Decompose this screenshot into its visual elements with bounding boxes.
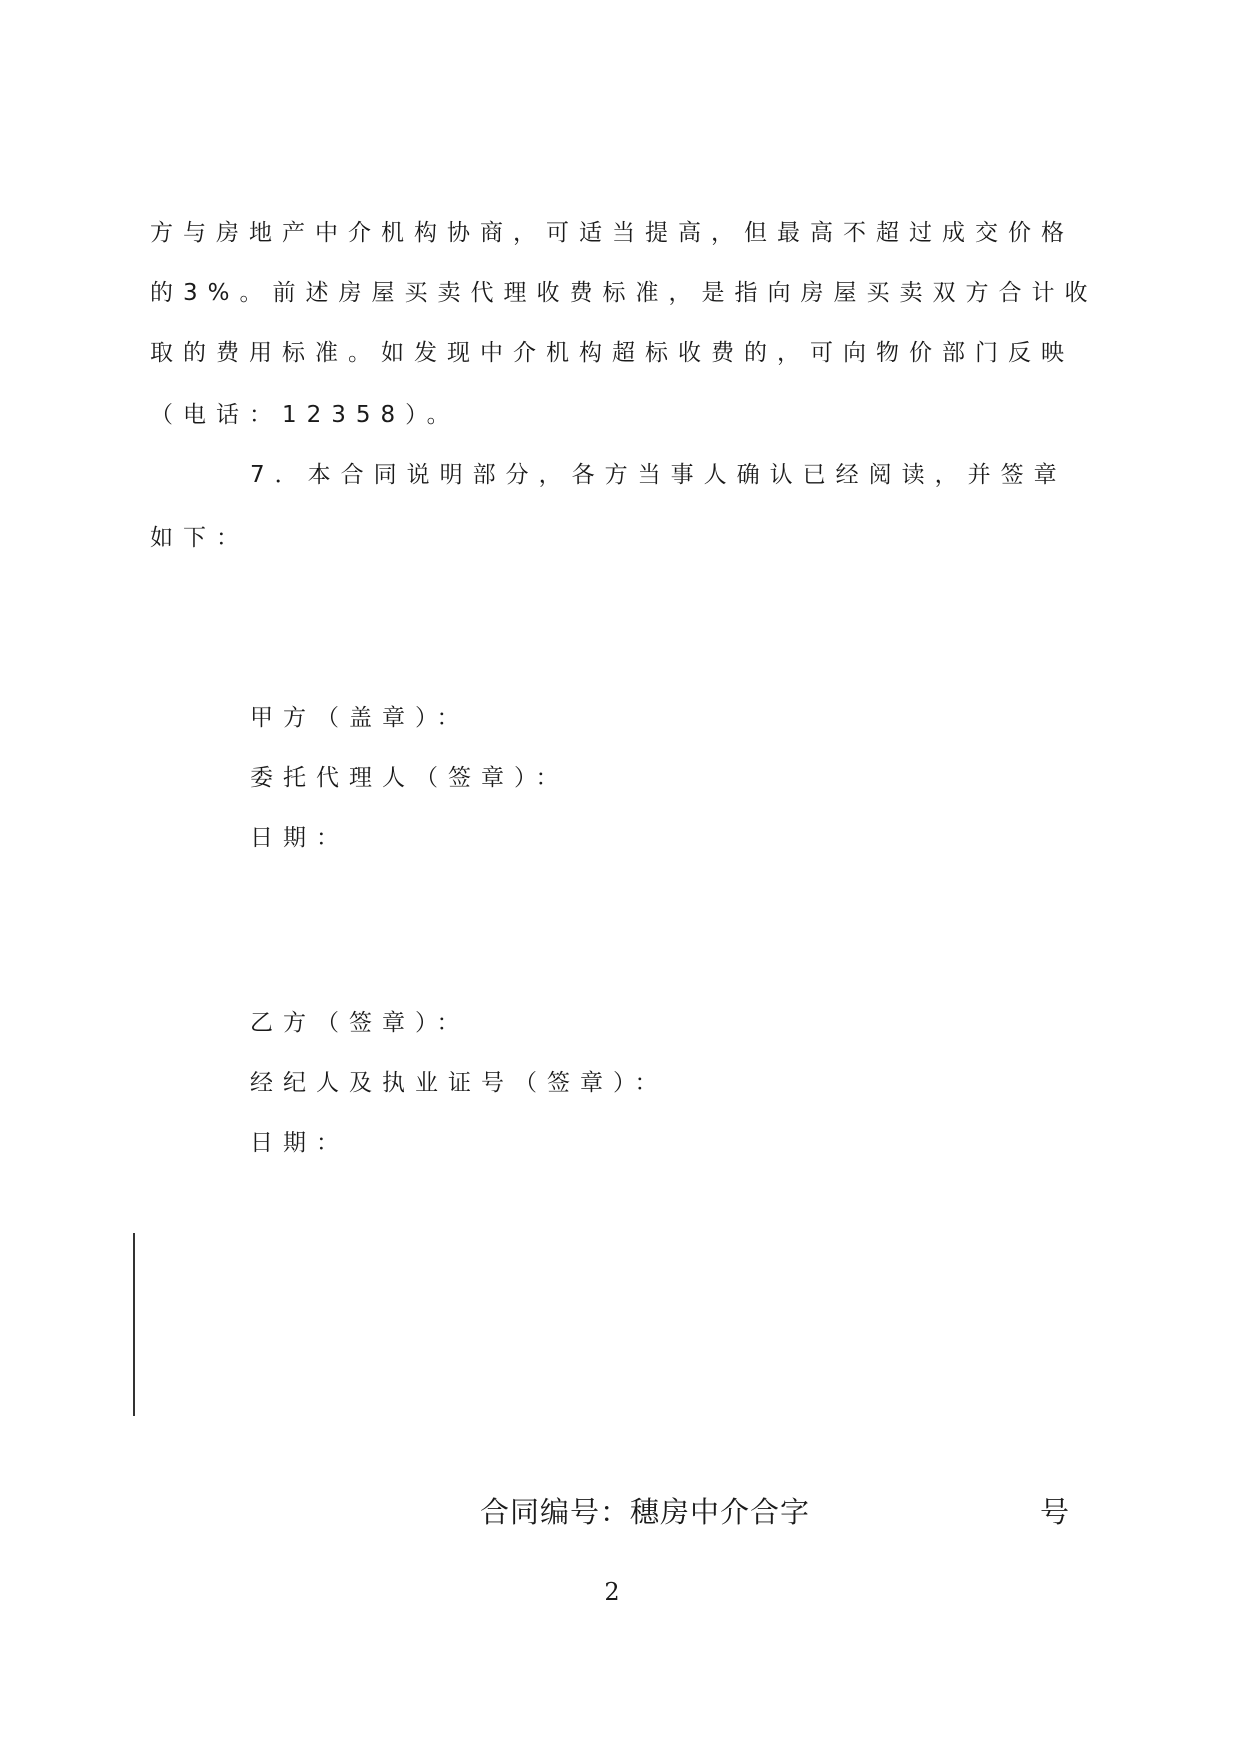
contract-number-suffix: 号 <box>1040 1495 1070 1529</box>
contract-number-label: 合同编号：穗房中介合字 <box>480 1495 811 1529</box>
paragraph-line-2: 的3%。前述房屋买卖代理收费标准，是指向房屋买卖双方合计收 <box>150 280 1098 306</box>
item7-line-2: 如下： <box>150 525 249 551</box>
party-b-broker-label: 经纪人及执业证号（签章）： <box>250 1070 668 1096</box>
party-a-agent-label: 委托代理人（签章）： <box>250 765 569 791</box>
party-b-date-label: 日期： <box>250 1130 349 1156</box>
party-a-date-label: 日期： <box>250 825 349 851</box>
party-a-seal-label: 甲方（盖章）： <box>250 705 470 731</box>
page-number: 2 <box>604 1578 620 1606</box>
paragraph-line-3: 取的费用标准。如发现中介机构超标收费的，可向物价部门反映 <box>150 340 1074 366</box>
margin-bar <box>133 1233 135 1416</box>
paragraph-line-1: 方与房地产中介机构协商，可适当提高，但最高不超过成交价格 <box>150 220 1074 246</box>
paragraph-line-4: （电话：12358）。 <box>150 402 460 428</box>
party-b-seal-label: 乙方（签章）： <box>250 1010 470 1036</box>
item7-line-1: 7．本合同说明部分，各方当事人确认已经阅读，并签章 <box>250 462 1067 488</box>
